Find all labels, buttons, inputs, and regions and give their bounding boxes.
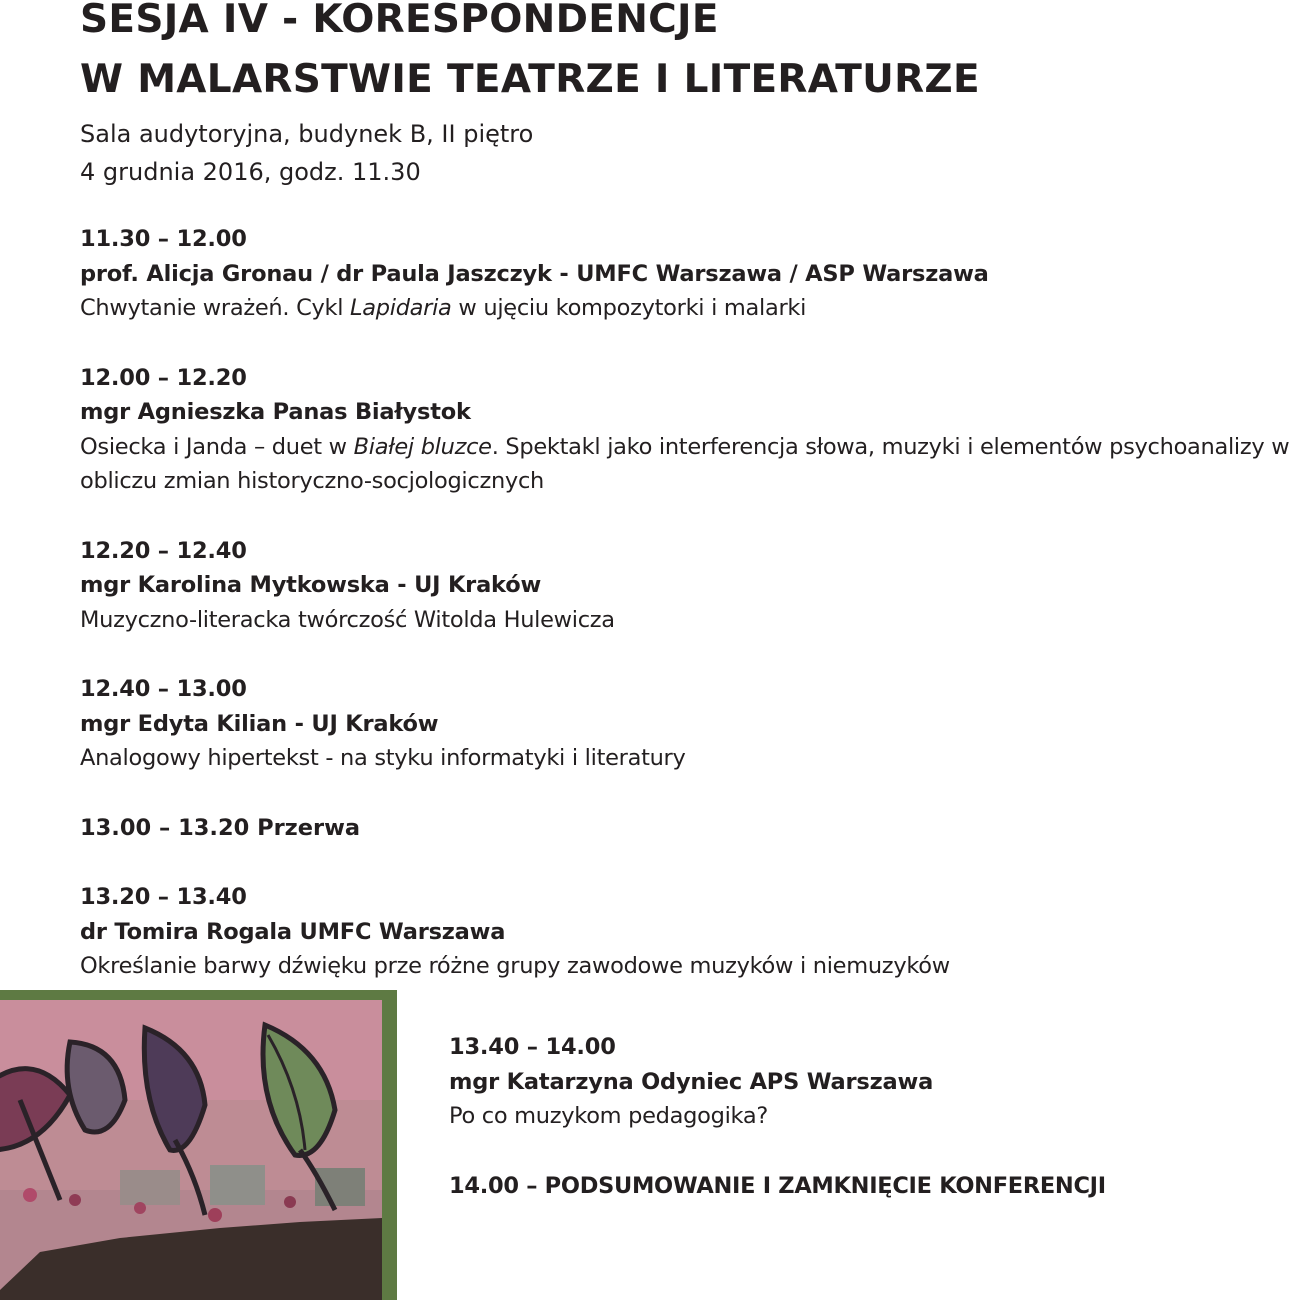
agenda-item: [80, 672, 1295, 776]
flower-icon: [208, 1208, 222, 1222]
flower-icon: [23, 1188, 37, 1202]
agenda-topic: Muzyczno-literacka twórczość Witolda Hulewicza: [80, 606, 615, 633]
agenda-item: [449, 1030, 1289, 1134]
agenda-item: [80, 222, 1295, 326]
agenda-item: [80, 880, 1295, 984]
agenda-speaker: mgr Karolina Mytkowska - UJ Kraków: [80, 572, 542, 598]
venue-info: [80, 115, 533, 191]
agenda-speaker: mgr Katarzyna Odyniec APS Warszawa: [449, 1068, 934, 1095]
agenda-topic-part: . Spektakl jako interferencja słowa, muzyki i elementów psychoanalizy w obliczu zmian historyczno-socjologicznych: [80, 433, 1290, 494]
leaf-artwork-image: [0, 990, 397, 1300]
art-block: [210, 1165, 265, 1205]
agenda-item: [80, 361, 1295, 499]
agenda-topic-title: Białej bluzce: [353, 433, 492, 460]
agenda-time: 11.30 – 12.00: [80, 226, 247, 252]
agenda-topic: Analogowy hipertekst - na styku informatyki i literatury: [80, 745, 686, 771]
agenda-speaker: prof. Alicja Gronau / dr Paula Jaszczyk - UMFC Warszawa / ASP Warszawa: [80, 260, 989, 287]
agenda-list-continued: [449, 1030, 1289, 1203]
agenda-speaker: mgr Edyta Kilian - UJ Kraków: [80, 710, 439, 737]
agenda-item: [80, 534, 1295, 638]
agenda-time: 13.20 – 13.40: [80, 884, 247, 910]
agenda-topic: [80, 430, 1295, 499]
agenda-topic-part: Chwytanie wrażeń. Cykl: [80, 295, 351, 321]
flower-icon: [284, 1196, 296, 1208]
agenda-time: 12.40 – 13.00: [80, 676, 247, 702]
agenda-topic-title: Lapidaria: [350, 295, 452, 321]
agenda-list: [80, 222, 1295, 1019]
venue-location: Sala audytoryjna, budynek B, II piętro: [80, 120, 534, 148]
closing-session: 14.00 – PODSUMOWANIE I ZAMKNIĘCIE KONFERENCJI: [449, 1172, 1106, 1199]
venue-date: 4 grudnia 2016, godz. 11.30: [80, 158, 421, 186]
session-title-line1: SESJA IV - KORESPONDENCJE: [80, 0, 719, 42]
flower-icon: [69, 1194, 81, 1206]
agenda-topic: Określanie barwy dźwięku prze różne grupy zawodowe muzyków i niemuzyków: [80, 953, 950, 979]
art-block: [120, 1170, 180, 1205]
agenda-topic-part: Osiecka i Janda – duet w: [80, 433, 354, 460]
agenda-topic: Po co muzykom pedagogika?: [449, 1103, 768, 1129]
agenda-speaker: mgr Agnieszka Panas Białystok: [80, 399, 471, 425]
agenda-time: 12.00 – 12.20: [80, 364, 247, 391]
agenda-time: 12.20 – 12.40: [80, 537, 247, 564]
agenda-topic-part: w ujęciu kompozytorki i malarki: [451, 295, 807, 321]
agenda-topic: [80, 291, 1295, 326]
agenda-break: 13.00 – 13.20 Przerwa: [80, 814, 361, 841]
agenda-time: 13.40 – 14.00: [449, 1034, 616, 1060]
session-title-line2: W MALARSTWIE TEATRZE I LITERATURZE: [80, 57, 980, 102]
agenda-speaker: dr Tomira Rogala UMFC Warszawa: [80, 918, 506, 945]
flower-icon: [134, 1202, 146, 1214]
